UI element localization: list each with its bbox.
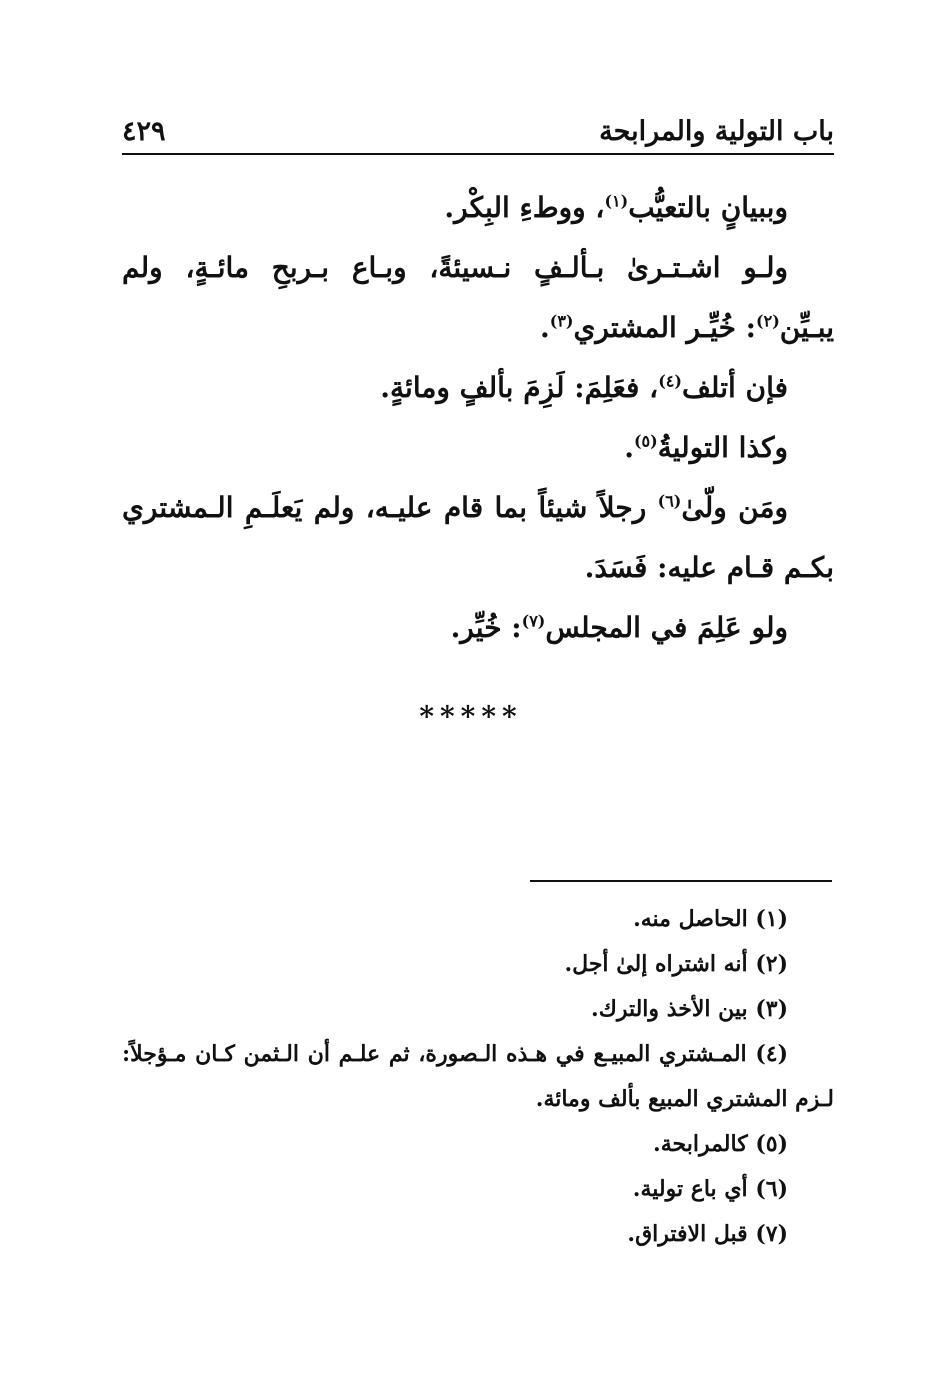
- footnote-ref: (٣): [549, 311, 574, 331]
- paragraph-2: [122, 238, 834, 358]
- footnote-3: (٣) بين الأخذ والترك.: [591, 996, 788, 1022]
- footnote-5: (٥) كالمرابحة.: [653, 1131, 788, 1157]
- header-divider: [122, 153, 834, 155]
- footnote-ref: (٢): [756, 311, 780, 331]
- page-number: ٤٢٩: [122, 116, 166, 147]
- text-run: .: [624, 431, 634, 464]
- text-run: رجلاً شيئاً بما قام عليـه، ولم يَعلَـمِ الـمشتري بكـم قـام عليه: فَسَدَ.: [122, 491, 834, 584]
- text-run: .: [539, 311, 550, 344]
- footnote-divider: [530, 880, 832, 882]
- footnote-1: (١) الحاصل منه.: [633, 906, 788, 932]
- footnote-6: (٦) أي باع تولية.: [632, 1176, 788, 1202]
- paragraph-3: [122, 358, 834, 418]
- text-run: ولو عَلِمَ في المجلس: [545, 611, 788, 644]
- text-run: ومَن ولّىٰ: [681, 491, 788, 524]
- text-run: فإن أتلف: [681, 371, 788, 404]
- footnote-ref: (٧): [521, 611, 546, 631]
- text-run: ولـو اشـتـرىٰ بـألـفٍ نـسيئةً، وبـاع بـربحِ مائـةٍ، ولم يبـيِّن: [122, 251, 834, 344]
- text-run: ، ووطءِ البِكْر.: [444, 191, 605, 224]
- footnote-7: (٧) قبل الافتراق.: [627, 1221, 788, 1247]
- text-run: وببيانٍ بالتعيُّب: [628, 191, 788, 224]
- text-run: : خُيِّـر المشتري: [573, 311, 757, 344]
- footnote-ref: (٦): [657, 491, 682, 511]
- footnote-ref: (٥): [633, 431, 658, 451]
- paragraph-5: [122, 478, 834, 598]
- paragraph-6: [122, 598, 834, 658]
- section-separator: *****: [419, 700, 523, 733]
- footnotes: [122, 897, 834, 1257]
- page-header: [122, 112, 834, 152]
- footnote-4: (٤) المـشتري المبيـع في هـذه الـصورة، ثم علـم أن الـثمن كـان مـؤجلاً: لـزم المشتري المبيع بألف ومائة.: [122, 1041, 834, 1112]
- footnote-2: (٢) أنه اشتراه إلىٰ أجل.: [564, 951, 788, 977]
- paragraph-1: [122, 178, 834, 238]
- footnote-ref: (٤): [658, 371, 682, 391]
- main-text: [122, 178, 834, 658]
- text-run: وكذا التوليةُ: [657, 431, 788, 464]
- chapter-title: باب التولية والمرابحة: [599, 116, 834, 147]
- footnote-ref: (١): [604, 191, 629, 211]
- text-run: : خُيِّر.: [450, 611, 522, 644]
- text-run: ، فعَلِمَ: لَزِمَ بألفٍ ومائةٍ.: [380, 371, 659, 404]
- paragraph-4: [122, 418, 834, 478]
